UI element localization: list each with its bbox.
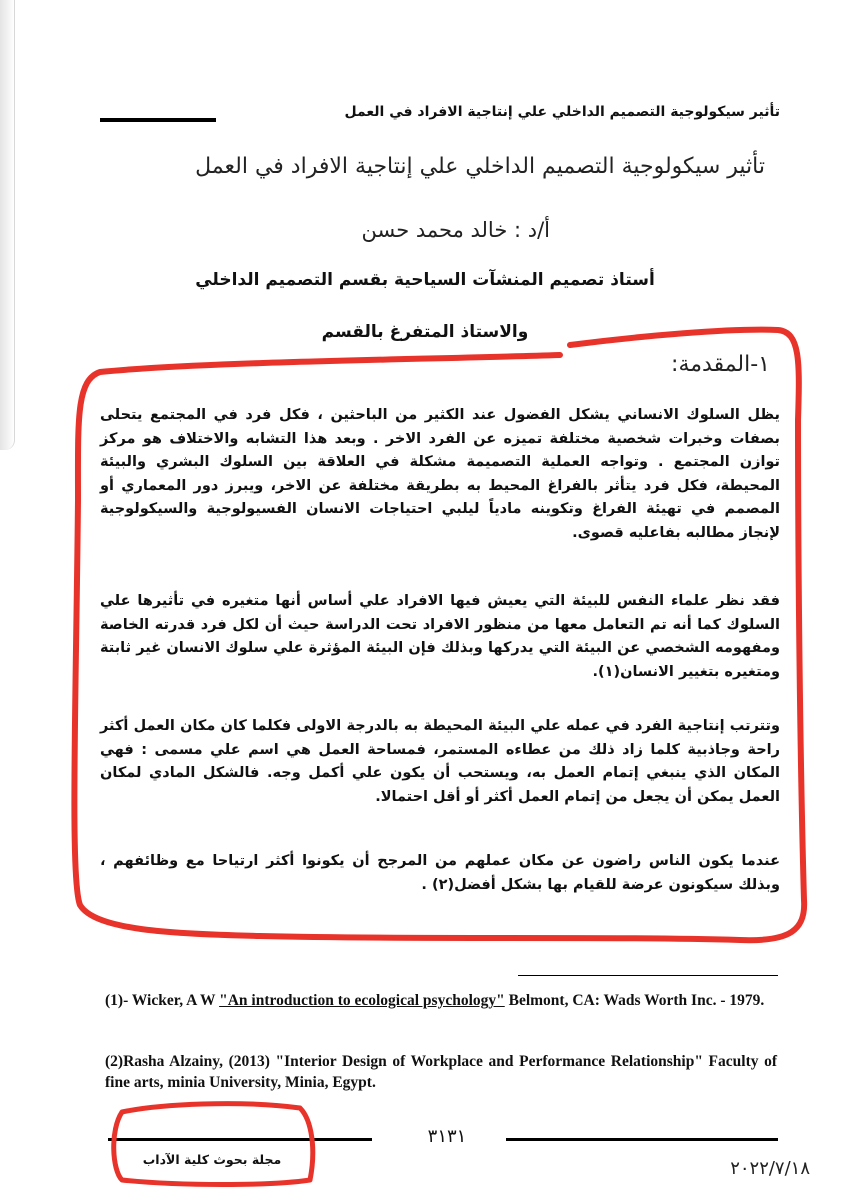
footnote-2: (2)Rasha Alzainy, (2013) "Interior Design of Workplace and Performance Relationship" Faculty of fine arts, minia University, Minia, Egypt.	[105, 1053, 777, 1091]
footnote-1-suffix: Belmont, CA: Wads Worth Inc. - 1979.	[504, 992, 765, 1009]
page-edge-shadow	[0, 0, 15, 450]
footer-rule-left	[108, 1138, 372, 1141]
journal-name: مجلة بحوث كلية الآداب	[142, 1152, 282, 1167]
author-affiliation-line2: والاستاذ المتفرغ بالقسم	[321, 322, 529, 342]
footnote-1	[105, 990, 777, 1011]
red-highlight-journal	[114, 1104, 313, 1185]
body-paragraph-2: فقد نظر علماء النفس للبيئة التي يعيش فيها الافراد علي أساس أنها متغيره في تأثيرها علي السلوك كما أنه تم التعامل معها من منظور الافراد تحت الدراسة حيث أن لكل فرد قدرته الخاصة ومفهومه الشخصي عن البيئة التي يدركها وبذلك فإن البيئة المؤثرة علي سلوك الانسان غير ثابتة ومتغيره بتغيير الانسان(١).	[100, 593, 780, 680]
article-title: تأثير سيكولوجية التصميم الداخلي علي إنتاجية الافراد في العمل	[195, 154, 765, 179]
running-header-text: تأثير سيكولوجية التصميم الداخلي علي إنتاجية الافراد في العمل	[344, 104, 780, 120]
author-name: أ/د : خالد محمد حسن	[361, 218, 550, 242]
handwritten-date: ٢٠٢٢/٧/١٨	[730, 1158, 810, 1179]
running-header	[100, 104, 780, 130]
footnote-1-title: "An introduction to ecological psychology"	[219, 992, 505, 1009]
section-heading-introduction: ١-المقدمة:	[671, 352, 770, 377]
page-number: ٣١٣١	[427, 1126, 467, 1147]
footnote-separator	[518, 975, 778, 976]
footnote-1-prefix: (1)- Wicker, A W	[105, 992, 220, 1009]
body-paragraph-4: عندما يكون الناس راضون عن مكان عملهم من المرجح أن يكونوا أكثر ارتياحا مع وظائفهم ، وبذلك سيكونون عرضة للقيام بها بشكل أفضل(٢) .	[100, 853, 780, 893]
header-rule	[100, 118, 216, 122]
body-paragraph-1: يظل السلوك الانساني يشكل الفضول عند الكثير من الباحثين ، فكل فرد في المجتمع يتحلى بصفات وخبرات شخصية مختلفة تميزه عن الفرد الاخر . وبعد هذا التشابه والاختلاف هو مركز توازن المجتمع . وتواجه العملية التصميمة مشكلة في العلاقة بين السلوك البشري والبيئة المحيطة، فكل فرد يتأثر بالفراغ المحيط به بطريقة مختلفة عن الاخر، ويبرز دور المعماري أو المصمم في تهيئة الفراغ وتكوينه مادياً ليلبي احتياجات الانسان الفسيولوجية والسيكولوجية لإنجاز مطالبه بفاعليه قصوى.	[100, 407, 780, 541]
footer-rule-right	[506, 1138, 778, 1141]
body-paragraph-3: وتترتب إنتاجية الفرد في عمله علي البيئة المحيطة به بالدرجة الاولى فكلما كان مكان العمل أكثر راحة وجاذبية كلما زاد ذلك من عطاءه المستمر، فمساحة العمل هي اسم علي مسمى : فهي المكان الذي ينبغي إتمام العمل به، ويستحب أن يكون علي أكمل وجه. فالشكل المادي لمكان العمل يمكن أن يجعل من إتمام العمل أكثر أو أقل احتمالا.	[100, 718, 780, 805]
author-affiliation-line1: أستاذ تصميم المنشآت السياحية بقسم التصميم الداخلي	[195, 270, 655, 290]
